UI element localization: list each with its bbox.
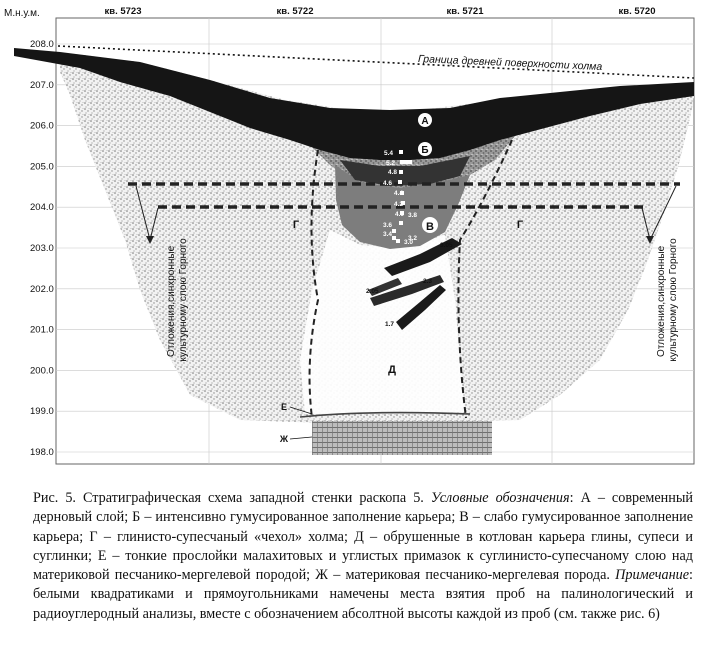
y-tick-label: 206.0 [30, 120, 54, 132]
y-tick-label: 207.0 [30, 79, 54, 91]
caption-note-text: : белыми квадратиками и прямоугольниками намечены места взятия проб на палинологический и радиоуглеродный анализы, вместе с обозначением абсолтной высоты каждой из проб (см. также рис. 6) [33, 567, 693, 622]
sample-label: 4.6 [383, 180, 393, 187]
sample-label: 2.3 [423, 278, 433, 285]
y-tick-label: 199.0 [30, 406, 54, 418]
column-labels [104, 6, 655, 17]
y-tick-labels [30, 39, 54, 458]
ancient-surface-label: Граница древней поверхности холма [417, 52, 603, 74]
sample-label: 3.8 [408, 212, 418, 219]
layer-zh-bedrock [312, 421, 492, 455]
caption-legend-head: Условные обозначения [430, 490, 570, 506]
layer-label-v: В [426, 221, 434, 233]
y-tick-label: 200.0 [30, 365, 54, 377]
column-label: кв. 5720 [618, 6, 656, 17]
sample-label: 5.4 [384, 150, 394, 157]
caption-legend-text: : А – современный дерновый слой; Б – интенсивно гумусированное заполнение карьера; В – слабо гумусированное заполнение карьера; Г – глинисто-супесчаный «чехол» холма; Д – обрушенные в котлован карьера глины, супеси и суглинки; Е – тонкие прослойки малахитовых и углистых примазок к суглинисто-супесчаному слою над материковой песчанико-мергелевой породой; Ж – материковая песчанико-мергелевая порода. [33, 490, 693, 584]
side-note-right: Отложения,синхронные культурному слою Горного [656, 238, 679, 362]
caption-note-head: Примечание [615, 567, 690, 584]
sample-label: 3.05 [440, 242, 453, 249]
layer-b-marker [418, 142, 432, 156]
sample-label: 3.0 [404, 239, 414, 246]
layer-label-b: Б [421, 145, 429, 156]
y-tick-label: 203.0 [30, 243, 54, 254]
layer-label-e: Е [280, 402, 288, 412]
sample-label: 3.2 [408, 235, 418, 242]
y-tick-label: 204.0 [30, 202, 54, 214]
caption-lead: Рис. 5. Стратиграфическая схема западной стенки раскопа 5. [33, 490, 431, 506]
sample-label: 2.05 [366, 288, 379, 295]
layer-label-d: Д [388, 364, 396, 376]
y-axis-label: М.н.у.м. [4, 8, 40, 19]
column-label: кв. 5721 [446, 6, 484, 17]
sample-label: 4.0 [395, 211, 405, 218]
layer-label-g-right: Г [516, 219, 524, 231]
y-tick-label: 202.0 [30, 283, 54, 295]
figure-caption [33, 489, 693, 624]
y-tick-label: 208.0 [30, 39, 54, 50]
column-label: кв. 5723 [104, 6, 142, 17]
layer-d-fill [300, 230, 465, 414]
sample-label: 4.8 [388, 169, 398, 176]
sample-label: 3.6 [383, 222, 393, 229]
side-note-left: Отложения,синхронные культурному слою Горного [166, 238, 189, 362]
sample-label: 1.7 [385, 321, 395, 328]
sample-label: 4.2 [394, 201, 404, 208]
sample-label: 4.4 [394, 190, 404, 197]
y-tick-label: 201.0 [30, 324, 54, 336]
layer-a-marker [418, 113, 432, 127]
y-tick-label: 198.0 [30, 447, 54, 458]
sample-label: 3.4 [383, 231, 393, 238]
layer-v-marker [422, 217, 438, 233]
layer-label-zh: Ж [279, 434, 289, 444]
y-tick-label: 205.0 [30, 161, 54, 173]
column-label: кв. 5722 [276, 6, 314, 17]
layer-label-g-left: Г [292, 219, 300, 231]
sample-label: 5.2 [386, 160, 396, 167]
layer-label-a: А [421, 116, 429, 127]
